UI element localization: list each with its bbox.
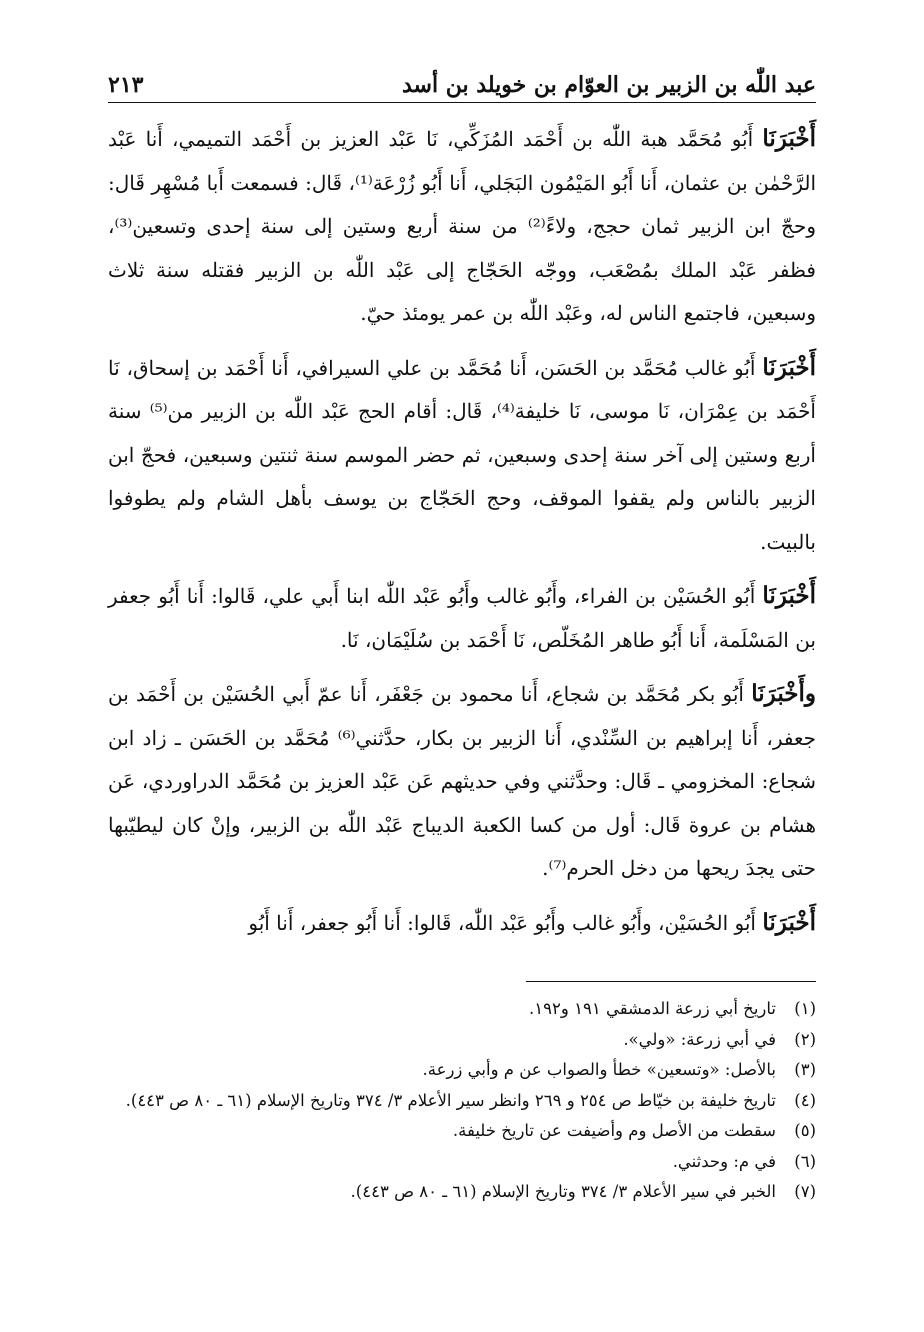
footnote-text: سقطت من الأصل وم وأضيفت عن تاريخ خليفة. xyxy=(452,1121,776,1140)
paragraph-lead: أَخْبَرَنَا xyxy=(762,125,817,152)
page-number: ٢١٣ xyxy=(108,72,144,98)
footnote-divider xyxy=(526,981,816,982)
paragraph-2 xyxy=(108,346,816,565)
footnote-5 xyxy=(108,1116,816,1147)
running-header xyxy=(108,58,816,98)
paragraph-lead: أَخْبَرَنَا xyxy=(762,353,816,381)
footnote-3 xyxy=(108,1055,816,1086)
footnote-number: (٥) xyxy=(794,1121,816,1140)
footnote-text: الخبر في سير الأعلام ٣/ ٣٧٤ وتاريخ الإسلام (٦١ ـ ٨٠ ص ٤٤٣). xyxy=(350,1182,776,1201)
header-rule xyxy=(108,102,816,103)
paragraph-text: أَبُو الحُسَيْن، وأَبُو غالب وأَبُو عَبْد اللّٰه، قَالوا: أَنا أَبُو جعفر، أَنا أَبُو xyxy=(248,910,763,935)
paragraph-lead: أَخْبَرَنَا xyxy=(762,582,816,609)
paragraph-4 xyxy=(108,672,816,891)
paragraph-1 xyxy=(108,117,816,336)
footnote-1 xyxy=(108,994,816,1025)
footnote-text: بالأصل: «وتسعين» خطأ والصواب عن م وأبي زرعة. xyxy=(422,1060,776,1079)
footnote-number: (١) xyxy=(794,999,816,1018)
footnote-text: تاريخ أبي زرعة الدمشقي ١٩١ و١٩٢. xyxy=(529,999,776,1018)
footnote-number: (٤) xyxy=(794,1090,816,1110)
footnote-number: (٢) xyxy=(794,1029,816,1049)
paragraph-lead: أَخْبَرَنَا xyxy=(762,908,816,936)
footnote-text: تاريخ خليفة بن خيّاط ص ٢٥٤ و ٢٦٩ وانظر سير الأعلام ٣/ ٣٧٤ وتاريخ الإسلام (٦١ ـ ٨٠ ص ٤٤٣). xyxy=(125,1090,776,1110)
main-text xyxy=(108,117,816,945)
paragraph-text: أَبُو الحُسَيْن بن الفراء، وأَبُو غالب وأَبُو عَبْد اللّٰه ابنا أَبي علي، قَالوا: أَنا أَبُو جعفر بن المَسْلَمة، أَنا أَبُو طاهر المُخَلّص، نَا أَحْمَد بن سُلَيْمَان، نَا. xyxy=(108,584,816,652)
footnote-text: في أبي زرعة: «ولي». xyxy=(623,1029,776,1049)
footnote-2 xyxy=(108,1025,816,1056)
footnote-6 xyxy=(108,1147,816,1178)
header-title: عبد اللّٰه بن الزبير بن العوّام بن خويلد بن أسد xyxy=(401,72,816,98)
footnote-4 xyxy=(108,1086,816,1117)
footnote-text: في م: وحدثني. xyxy=(672,1151,776,1171)
paragraph-text: أَبُو مُحَمَّد هبة اللّٰه بن أَحْمَد المُزَكِّي، نَا عَبْد العزيز بن أَحْمَد التميمي، أَنا عَبْد الرَّحْمٰن بن عثمان، أَنا أَبُو المَيْمُون البَجَلي، أَنا أَبُو زُرْعَة⁽¹⁾، قَال: فسمعت أَبا مُسْهِر قَال: وحجّ ابن الزبير ثمان حجج، ولاءً⁽²⁾ من سنة أربع وستين إلى سنة إحدى وتسعين⁽³⁾، فظفر عَبْد الملك بمُصْعَب، ووجّه الحَجّاج إلى عَبْد اللّٰه بن الزبير فقتله سنة ثلاث وسبعين، فاجتمع الناس له، وعَبْد اللّٰه بن عمر يومئذ حيّ. xyxy=(108,127,817,325)
paragraph-text: أَبُو غالب مُحَمَّد بن الحَسَن، أَنا مُحَمَّد بن علي السيرافي، أَنا أَحْمَد بن إسحاق، نَا أَحْمَد بن عِمْرَان، نَا موسى، نَا خليفة⁽⁴⁾، قَال: أقام الحج عَبْد اللّٰه بن الزبير من⁽⁵⁾ سنة أربع وستين إلى آخر سنة إحدى وسبعين، ثم حضر الموسم سنة ثنتين وسبعين، فحجّ ابن الزبير بالناس ولم يقفوا الموقف، وحج الحَجّاج بن يوسف بأهل الشام ولم يطوفوا بالبيت. xyxy=(108,355,816,554)
footnote-number: (٣) xyxy=(794,1060,816,1079)
footnotes xyxy=(108,994,816,1208)
paragraph-lead: وأَخْبَرَنَا xyxy=(751,680,816,707)
footnote-number: (٦) xyxy=(794,1151,816,1171)
paragraph-text: أَبُو بكر مُحَمَّد بن شجاع، أَنا محمود بن جَعْفَر، أَنا عمّ أَبي الحُسَيْن بن أَحْمَد بن جعفر، أَنا إبراهيم بن السِّنْدي، أَنا الزبير بن بكار، حدَّثني⁽⁶⁾ مُحَمَّد بن الحَسَن ـ زاد ابن شجاع: المخزومي ـ قَال: وحدَّثني وفي حديثهم عَن عَبْد العزيز بن مُحَمَّد الدراوردي، عَن هشام بن عروة قَال: أول من كسا الكعبة الديباج عَبْد اللّٰه بن الزبير، وإنْ كان ليطيّبها حتى يجدَ ريحها من دخل الحرم⁽⁷⁾. xyxy=(108,682,816,880)
footnote-number: (٧) xyxy=(794,1182,816,1201)
paragraph-3 xyxy=(108,574,816,662)
footnote-7 xyxy=(108,1177,816,1208)
paragraph-5 xyxy=(108,901,816,946)
